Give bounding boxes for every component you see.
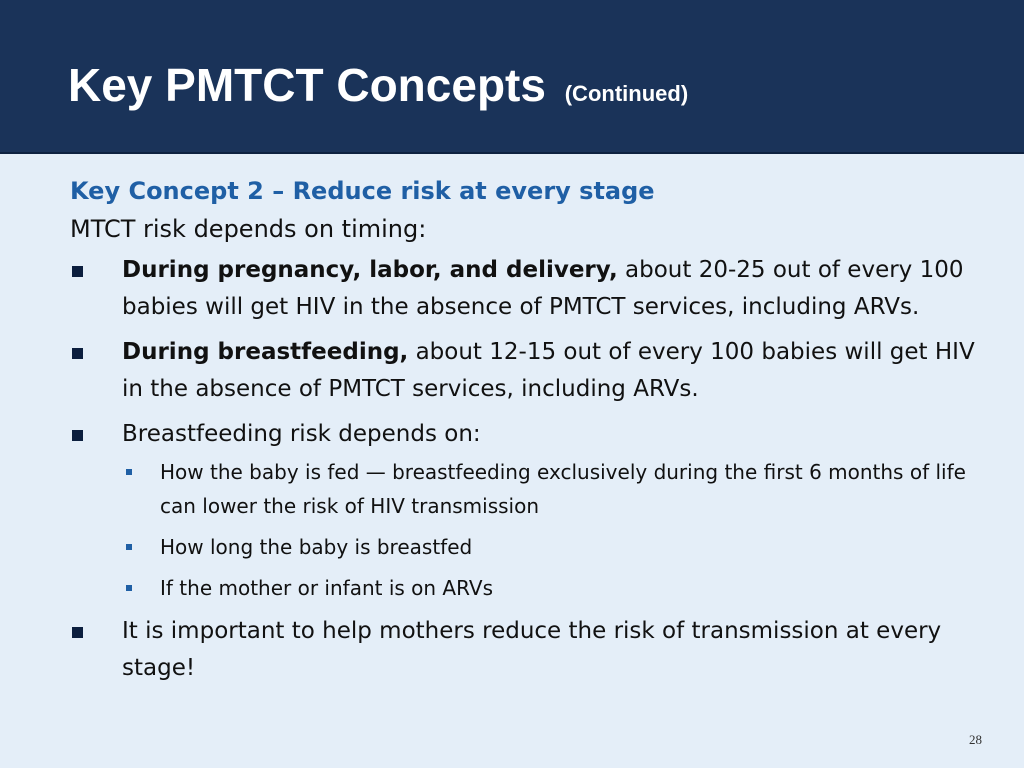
intro-text: MTCT risk depends on timing: <box>70 215 427 243</box>
sub-bullet-text: If the mother or infant is on ARVs <box>160 576 494 600</box>
sub-bullet-item <box>122 530 980 564</box>
square-bullet-icon <box>72 266 83 277</box>
square-bullet-icon <box>72 627 83 638</box>
bullet-list <box>70 252 980 687</box>
title-subtitle: (Continued) <box>564 81 689 106</box>
concept-heading: Key Concept 2 – Reduce risk at every stage <box>70 177 655 205</box>
slide-body <box>70 172 980 695</box>
sub-bullet-text: How long the baby is breastfed <box>160 535 473 559</box>
slide-title <box>68 59 689 111</box>
sub-bullet-text: How the baby is fed — breastfeeding exclusively during the first 6 months of life can lower the risk of HIV transmission <box>160 460 966 518</box>
bullet-text: about 20-25 out of every 100 babies will get HIV in the absence of PMTCT services, including ARVs. <box>122 257 964 320</box>
page-number: 28 <box>969 732 982 747</box>
bullet-bold-text: During breastfeeding, <box>122 339 409 365</box>
bullet-text: about 12-15 out of every 100 babies will get HIV in the absence of PMTCT services, including ARVs. <box>122 339 975 402</box>
sub-bullet-item <box>122 571 980 605</box>
sub-bullet-item <box>122 455 980 523</box>
title-bar <box>0 0 1024 154</box>
bullet-bold-text: During pregnancy, labor, and delivery, <box>122 257 618 283</box>
sub-bullet-list <box>122 455 980 605</box>
bullet-item-conclusion <box>70 613 980 687</box>
small-square-bullet-icon <box>126 544 132 550</box>
title-text: Key PMTCT Concepts <box>68 59 546 111</box>
bullet-item-breastfeeding <box>70 334 980 408</box>
square-bullet-icon <box>72 430 83 441</box>
bullet-item-pregnancy <box>70 252 980 326</box>
small-square-bullet-icon <box>126 585 132 591</box>
bullet-text: It is important to help mothers reduce the risk of transmission at every stage! <box>122 618 942 681</box>
small-square-bullet-icon <box>126 469 132 475</box>
square-bullet-icon <box>72 348 83 359</box>
bullet-item-risk-factors <box>70 416 980 605</box>
bullet-text: Breastfeeding risk depends on: <box>122 421 481 447</box>
